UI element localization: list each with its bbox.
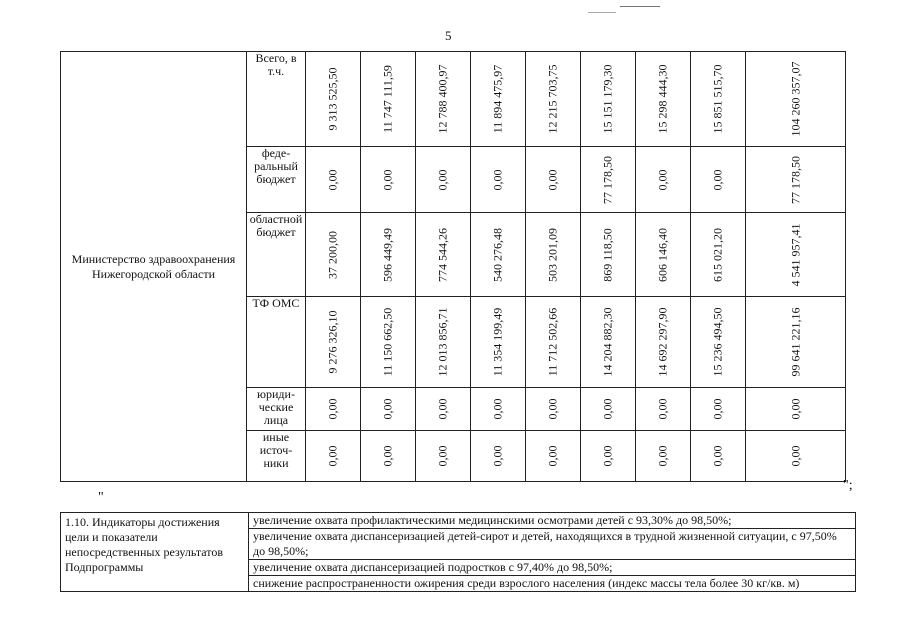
amount-cell bbox=[306, 388, 361, 431]
amount-value: 0,00 bbox=[600, 398, 615, 420]
amount-value: 596 449,49 bbox=[380, 227, 395, 282]
amount-value: 0,00 bbox=[655, 398, 670, 420]
amount-value: 0,00 bbox=[380, 445, 395, 467]
amount-value: 0,00 bbox=[435, 169, 450, 190]
indicators-title: 1.10. Индикаторы достижения цели и показатели непосредственных результатов Подпрограммы bbox=[61, 513, 249, 592]
amount-cell bbox=[471, 388, 526, 431]
amount-cell bbox=[581, 297, 636, 388]
amount-cell bbox=[416, 431, 471, 482]
indicators-table bbox=[60, 512, 856, 592]
amount-cell bbox=[306, 147, 361, 213]
amount-cell bbox=[526, 297, 581, 388]
amount-value: 503 201,09 bbox=[545, 227, 560, 282]
amount-cell bbox=[526, 431, 581, 482]
label-line: феде- bbox=[261, 146, 291, 160]
indicators-list bbox=[249, 513, 856, 592]
amount-cell bbox=[746, 297, 846, 388]
amount-cell bbox=[691, 431, 746, 482]
amount-cell bbox=[691, 388, 746, 431]
funding-source-label bbox=[247, 297, 306, 388]
label-line: Всего, в bbox=[255, 51, 297, 65]
amount-cell bbox=[526, 213, 581, 297]
amount-value: 0,00 bbox=[325, 445, 340, 467]
amount-value: 9 276 326,10 bbox=[325, 310, 340, 374]
amount-cell bbox=[471, 52, 526, 147]
funding-source-label bbox=[247, 52, 306, 147]
amount-cell bbox=[636, 213, 691, 297]
funding-source-label bbox=[247, 388, 306, 431]
label-line: ники bbox=[263, 456, 289, 470]
amount-cell bbox=[471, 431, 526, 482]
amount-cell bbox=[526, 388, 581, 431]
amount-value: 9 313 525,50 bbox=[325, 67, 340, 131]
amount-value: 606 146,40 bbox=[655, 227, 670, 282]
amount-value: 0,00 bbox=[710, 398, 725, 420]
scan-rule-line bbox=[588, 12, 616, 13]
amount-cell bbox=[636, 297, 691, 388]
label-line: ТФ ОМС bbox=[252, 296, 300, 310]
amount-value: 0,00 bbox=[788, 445, 802, 467]
amount-cell bbox=[636, 388, 691, 431]
amount-cell bbox=[691, 147, 746, 213]
amount-value: 774 544,26 bbox=[435, 227, 450, 282]
funding-source-label bbox=[247, 431, 306, 482]
amount-value: 14 204 882,30 bbox=[600, 307, 615, 377]
amount-value: 11 747 111,59 bbox=[380, 65, 395, 133]
amount-cell bbox=[471, 297, 526, 388]
label-line: юриди- bbox=[257, 387, 295, 401]
amount-cell bbox=[526, 147, 581, 213]
amount-cell bbox=[361, 297, 416, 388]
amount-value: 15 151 179,30 bbox=[600, 64, 615, 134]
amount-value: 0,00 bbox=[545, 398, 560, 420]
amount-value: 0,00 bbox=[490, 445, 505, 467]
label-line: источ- bbox=[259, 443, 293, 457]
financing-table bbox=[60, 51, 846, 482]
opening-quote: " bbox=[98, 490, 104, 505]
amount-value: 14 692 297,90 bbox=[655, 307, 670, 377]
amount-cell bbox=[581, 388, 636, 431]
amount-cell bbox=[636, 52, 691, 147]
amount-value: 15 851 515,70 bbox=[710, 64, 725, 134]
amount-value: 0,00 bbox=[490, 398, 505, 420]
amount-cell bbox=[691, 52, 746, 147]
indicator-item: снижение распространенности ожирения среди взрослого населения (индекс массы тела более 30 кг/кв. м) bbox=[253, 576, 800, 590]
label-line: иные bbox=[262, 430, 290, 444]
amount-cell bbox=[581, 52, 636, 147]
amount-value: 0,00 bbox=[325, 169, 340, 190]
label-line: бюджет bbox=[256, 172, 296, 186]
amount-cell bbox=[581, 431, 636, 482]
label-line: областной bbox=[249, 212, 303, 226]
amount-cell bbox=[526, 52, 581, 147]
amount-value: 12 215 703,75 bbox=[545, 64, 560, 134]
amount-value: 77 178,50 bbox=[788, 155, 802, 204]
amount-value: 11 354 199,49 bbox=[490, 307, 505, 377]
amount-cell bbox=[636, 431, 691, 482]
amount-value: 0,00 bbox=[545, 169, 560, 190]
amount-value: 15 298 444,30 bbox=[655, 64, 670, 134]
amount-value: 0,00 bbox=[435, 398, 450, 420]
amount-cell bbox=[361, 147, 416, 213]
amount-cell bbox=[746, 431, 846, 482]
page-number: 5 bbox=[445, 28, 452, 43]
amount-value: 0,00 bbox=[325, 398, 340, 420]
amount-value: 104 260 357,07 bbox=[788, 61, 802, 137]
amount-cell bbox=[306, 297, 361, 388]
amount-cell bbox=[636, 147, 691, 213]
indicator-item: увеличение охвата профилактическими медицинскими осмотрами детей с 93,30% до 98,50%; bbox=[249, 513, 855, 529]
amount-cell bbox=[471, 147, 526, 213]
amount-cell bbox=[416, 388, 471, 431]
funding-source-label bbox=[247, 147, 306, 213]
label-line: ческие bbox=[258, 400, 294, 414]
amount-cell bbox=[416, 147, 471, 213]
amount-value: 37 200,00 bbox=[325, 230, 340, 279]
funding-row bbox=[61, 52, 846, 147]
amount-cell bbox=[416, 52, 471, 147]
amount-value: 869 118,50 bbox=[600, 227, 615, 282]
indicator-item: увеличение охвата диспансеризацией подростков с 97,40% до 98,50%; bbox=[249, 560, 855, 576]
amount-value: 615 021,20 bbox=[710, 227, 725, 282]
amount-value: 12 013 856,71 bbox=[435, 307, 450, 377]
indicator-item: увеличение охвата диспансеризацией детей-сирот и детей, находящихся в трудной жизненной ситуации, с 97,50% до 98,50%; bbox=[249, 529, 855, 560]
amount-value: 0,00 bbox=[545, 445, 560, 467]
amount-cell bbox=[361, 431, 416, 482]
amount-value: 77 178,50 bbox=[600, 155, 615, 204]
amount-cell bbox=[361, 388, 416, 431]
amount-cell bbox=[691, 213, 746, 297]
closing-quote: "; bbox=[843, 478, 853, 493]
amount-cell bbox=[581, 213, 636, 297]
amount-cell bbox=[746, 147, 846, 213]
amount-value: 99 641 221,16 bbox=[788, 307, 802, 377]
amount-value: 540 276,48 bbox=[490, 227, 505, 282]
amount-value: 4 541 957,41 bbox=[788, 223, 802, 286]
amount-cell bbox=[361, 52, 416, 147]
label-line: лица bbox=[263, 413, 289, 427]
amount-value: 0,00 bbox=[788, 398, 802, 420]
label-line: ральный bbox=[254, 159, 298, 173]
amount-value: 0,00 bbox=[710, 445, 725, 467]
amount-cell bbox=[306, 52, 361, 147]
amount-value: 11 150 662,50 bbox=[380, 307, 395, 377]
amount-cell bbox=[306, 213, 361, 297]
amount-value: 0,00 bbox=[710, 169, 725, 190]
amount-value: 0,00 bbox=[655, 169, 670, 190]
amount-cell bbox=[746, 213, 846, 297]
indicators-row bbox=[61, 513, 856, 592]
amount-value: 0,00 bbox=[600, 445, 615, 467]
amount-value: 11 894 475,97 bbox=[490, 64, 505, 134]
scan-rule-line bbox=[620, 6, 660, 7]
amount-cell bbox=[746, 52, 846, 147]
amount-value: 11 712 502,66 bbox=[545, 307, 560, 377]
amount-value: 0,00 bbox=[655, 445, 670, 467]
amount-cell bbox=[691, 297, 746, 388]
amount-value: 12 788 400,97 bbox=[435, 64, 450, 134]
amount-cell bbox=[471, 213, 526, 297]
amount-value: 0,00 bbox=[380, 398, 395, 420]
amount-value: 15 236 494,50 bbox=[710, 307, 725, 377]
amount-cell bbox=[306, 431, 361, 482]
amount-cell bbox=[416, 213, 471, 297]
amount-value: 0,00 bbox=[435, 445, 450, 467]
amount-cell bbox=[416, 297, 471, 388]
label-line: т.ч. bbox=[267, 64, 285, 78]
amount-cell bbox=[361, 213, 416, 297]
ministry-cell: Министерство здравоохранения Нижегородской области bbox=[61, 52, 247, 482]
funding-source-label bbox=[247, 213, 306, 297]
label-line: бюджет bbox=[256, 225, 296, 239]
amount-cell bbox=[746, 388, 846, 431]
amount-value: 0,00 bbox=[490, 169, 505, 190]
amount-value: 0,00 bbox=[380, 169, 395, 190]
amount-cell bbox=[581, 147, 636, 213]
